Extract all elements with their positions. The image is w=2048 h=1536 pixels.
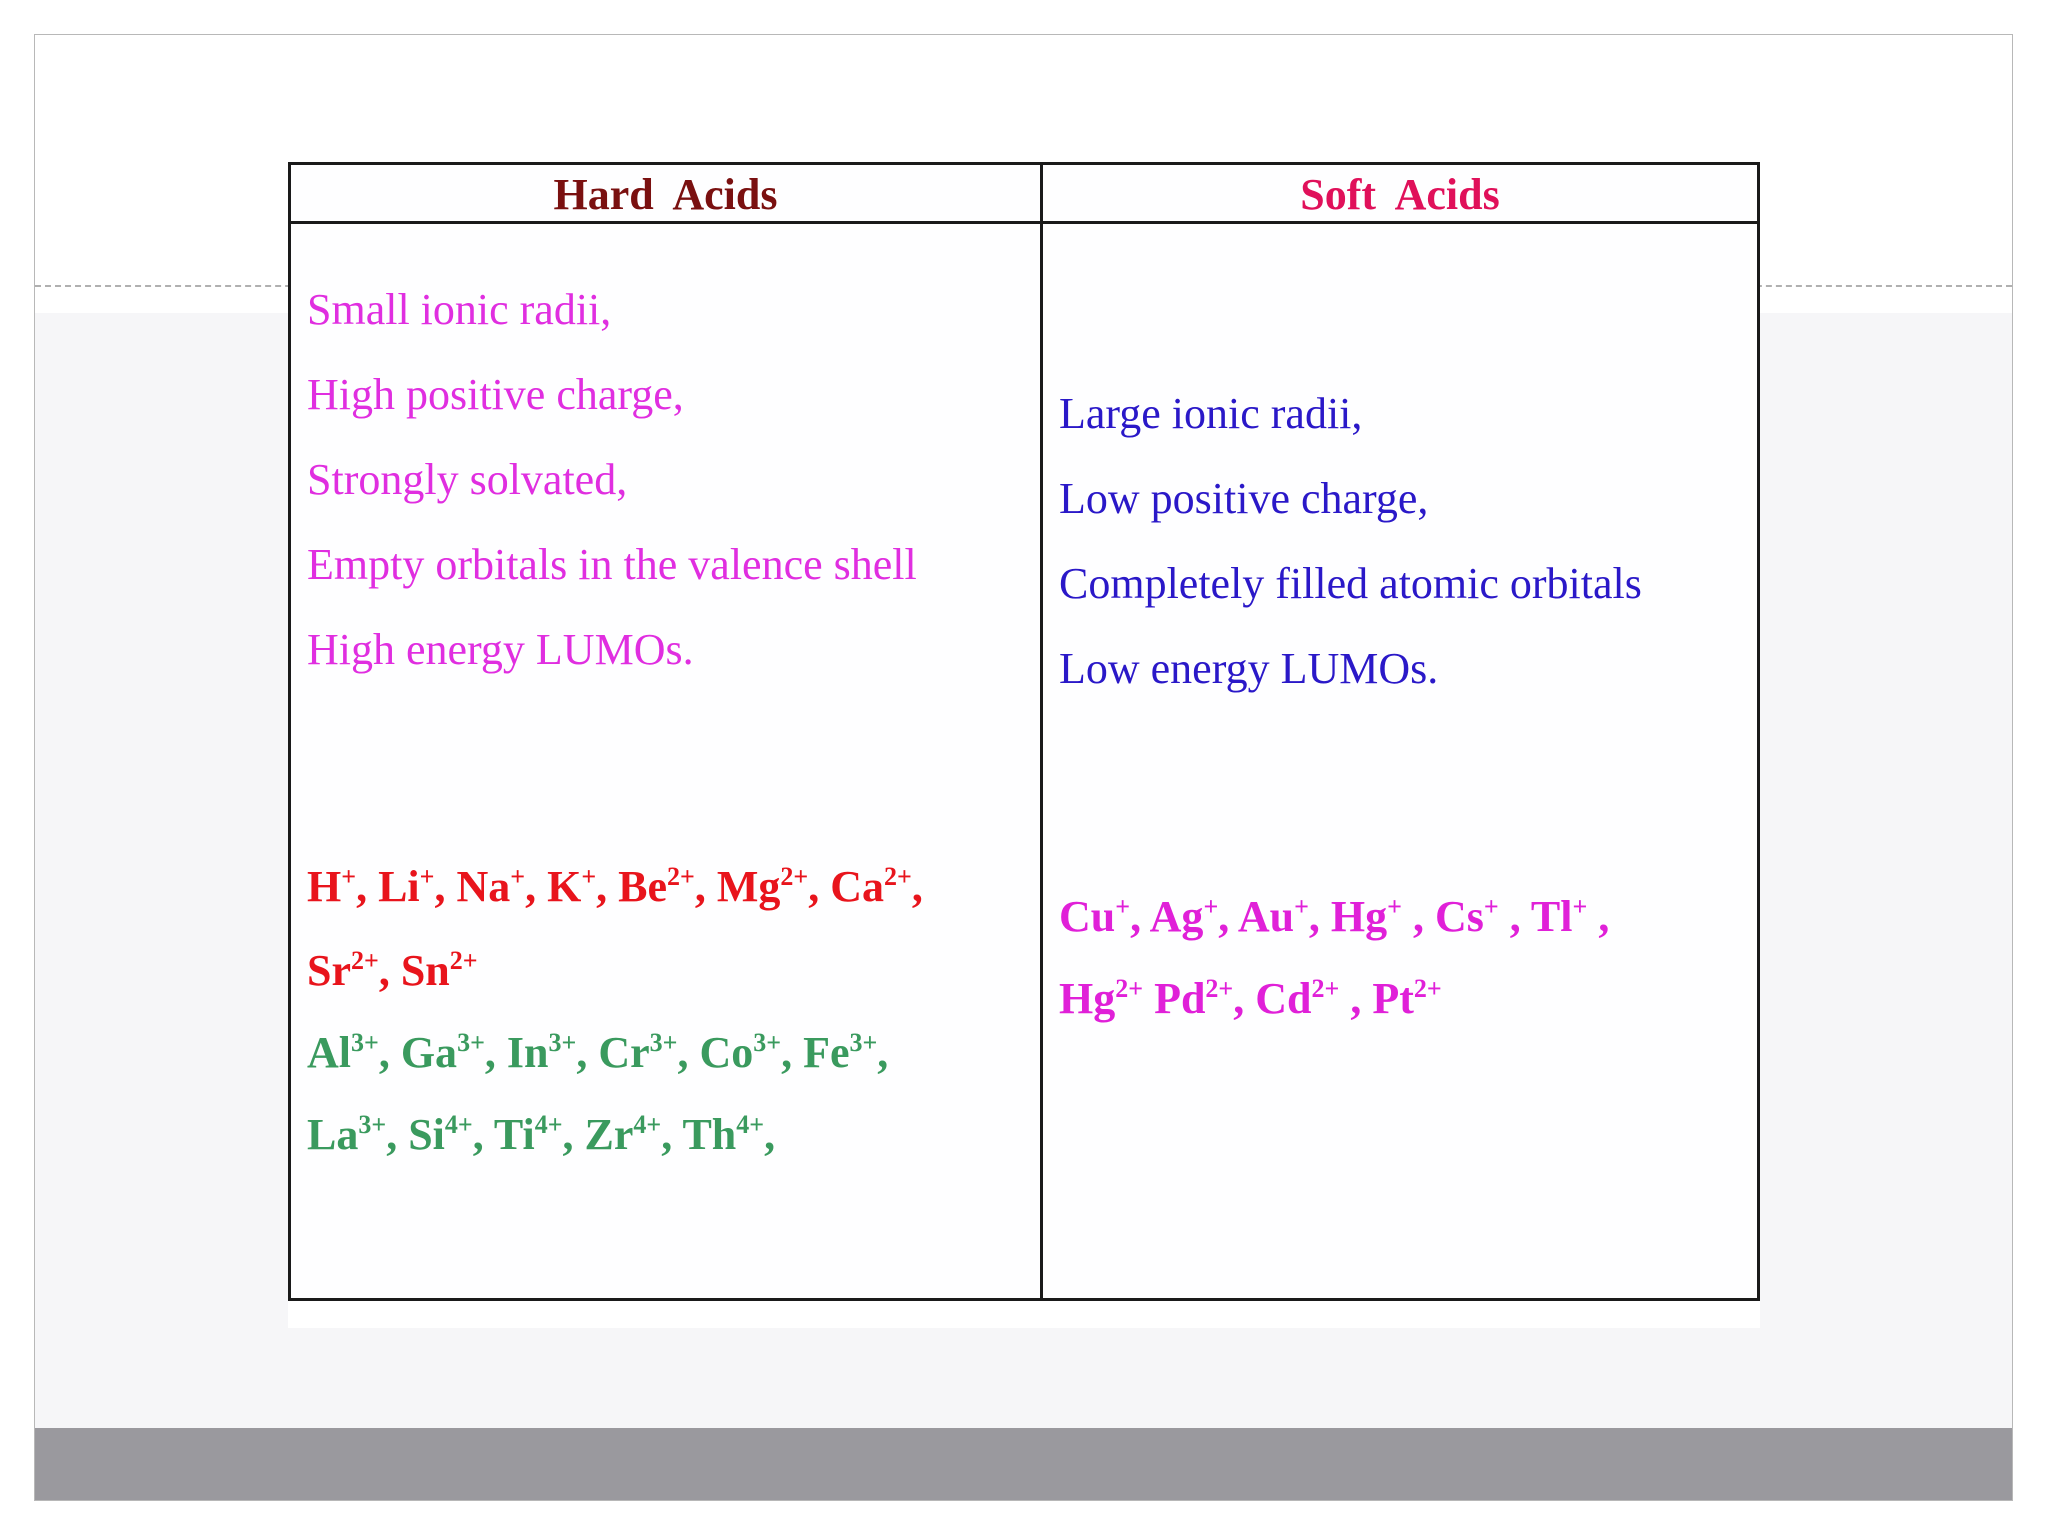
ion-charge: 2+ (1205, 974, 1234, 1003)
ion-charge: 3+ (649, 1028, 678, 1057)
ion-symbol: H (307, 862, 342, 911)
ion-charge: + (1115, 892, 1131, 921)
hard-ions-line-3 (307, 1011, 888, 1095)
ion-symbol: , K (525, 862, 582, 911)
hard-ions-line-2 (307, 929, 478, 1013)
ion-symbol: , Fe (781, 1028, 850, 1077)
slide-footer-bar (35, 1428, 2012, 1500)
ion-symbol: , Ti (472, 1110, 535, 1159)
ion-charge: 2+ (1311, 974, 1340, 1003)
ion-symbol: , Ga (378, 1028, 458, 1077)
ion-charge: + (510, 862, 526, 891)
ion-charge: 3+ (753, 1028, 782, 1057)
ion-charge: + (1483, 892, 1499, 921)
ion-charge: 3+ (457, 1028, 485, 1057)
ion-charge: + (419, 862, 435, 891)
soft-property: Completely filled atomic orbitals (1059, 559, 1642, 608)
ion-charge: + (1387, 892, 1402, 921)
ion-charge: + (1572, 892, 1588, 921)
ion-charge: 3+ (358, 1110, 387, 1139)
ion-symbol: , Cd (1233, 974, 1312, 1023)
ion-charge: 4+ (534, 1110, 563, 1139)
soft-ions-line-1 (1059, 875, 1609, 959)
ion-symbol: , Ca (808, 862, 884, 911)
hard-property: High energy LUMOs. (307, 625, 694, 674)
ion-symbol: , Co (677, 1028, 754, 1077)
hard-property: Empty orbitals in the valence shell (307, 540, 917, 589)
ion-charge: + (1294, 892, 1309, 921)
ion-symbol: , Pt (1339, 974, 1414, 1023)
soft-property: Large ionic radii, (1059, 389, 1363, 438)
ion-symbol: , In (484, 1028, 549, 1077)
ion-symbol: , (1587, 892, 1610, 941)
ion-symbol: , Cs (1401, 892, 1484, 941)
hard-ions-line-4 (307, 1093, 775, 1177)
ion-charge: 2+ (667, 862, 695, 891)
ion-symbol: Sr (307, 946, 351, 995)
ion-symbol: , (764, 1110, 776, 1159)
header-underline (291, 221, 1757, 224)
soft-property: Low energy LUMOs. (1059, 644, 1439, 693)
hard-acids-properties (307, 267, 917, 692)
ion-symbol: Hg (1059, 974, 1116, 1023)
ion-symbol: , Au (1218, 892, 1295, 941)
ion-symbol: , Hg (1308, 892, 1388, 941)
hard-ions-line-1 (307, 845, 923, 929)
ion-symbol: , Sn (378, 946, 450, 995)
ion-charge: 2+ (884, 862, 912, 891)
ion-charge: 2+ (1115, 974, 1144, 1003)
hard-soft-acids-table (288, 162, 1760, 1301)
ion-symbol: , Be (596, 862, 668, 911)
ion-symbol: Cu (1059, 892, 1116, 941)
ion-symbol: Al (307, 1028, 351, 1077)
soft-acids-properties (1059, 371, 1642, 711)
soft-acids-header: Soft Acids (1300, 170, 1500, 219)
ion-symbol: , Tl (1498, 892, 1573, 941)
ion-charge: 3+ (351, 1028, 379, 1057)
column-divider (1040, 165, 1043, 1298)
ion-charge: 3+ (849, 1028, 878, 1057)
ion-charge: 2+ (351, 946, 379, 975)
ion-charge: 4+ (444, 1110, 473, 1139)
ion-symbol: , Cr (576, 1028, 650, 1077)
ion-symbol: Pd (1143, 974, 1206, 1023)
ion-symbol: , Na (434, 862, 511, 911)
hard-property: High positive charge, (307, 370, 684, 419)
ion-charge: + (1203, 892, 1219, 921)
hard-property: Strongly solvated, (307, 455, 628, 504)
ion-symbol: , Th (661, 1110, 737, 1159)
ion-charge: 4+ (633, 1110, 662, 1139)
ion-symbol: , Ag (1130, 892, 1204, 941)
ion-charge: + (341, 862, 357, 891)
ion-symbol: , Si (386, 1110, 445, 1159)
soft-property: Low positive charge, (1059, 474, 1429, 523)
ion-symbol: , Mg (694, 862, 781, 911)
ion-symbol: , (877, 1028, 889, 1077)
ion-symbol: , (911, 862, 923, 911)
ion-charge: 2+ (780, 862, 809, 891)
ion-symbol: , Li (356, 862, 420, 911)
soft-ions-line-2 (1059, 957, 1442, 1041)
ion-charge: 2+ (449, 946, 478, 975)
hard-acids-header: Hard Acids (553, 170, 778, 219)
hard-property: Small ionic radii, (307, 285, 612, 334)
ion-charge: 2+ (1413, 974, 1442, 1003)
ion-symbol: La (307, 1110, 359, 1159)
ion-charge: + (581, 862, 597, 891)
ion-symbol: , Zr (562, 1110, 634, 1159)
ion-charge: 4+ (736, 1110, 765, 1139)
ion-charge: 3+ (548, 1028, 577, 1057)
